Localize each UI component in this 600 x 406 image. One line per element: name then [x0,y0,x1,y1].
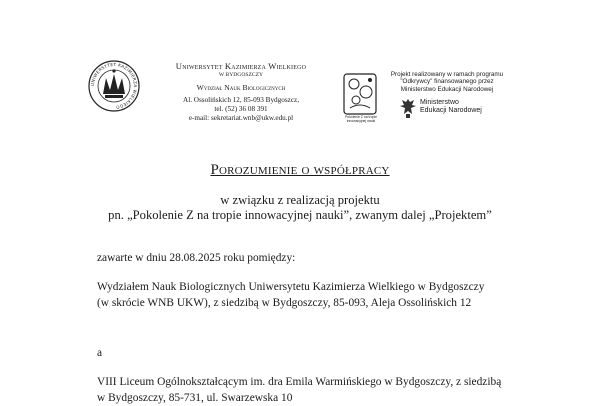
party-2 [97,375,557,406]
and-separator: a [97,346,557,362]
seal-ring-text: UNIWERSYTET KAZIMIERZA WIELKIEGO [90,62,138,110]
project-line3: Ministerstwo Edukacji Narodowej [383,86,511,93]
university-name: Uniwersytet Kazimierza Wielkiego [146,62,336,71]
project-line1: Projekt realizowany w ramach programu [383,71,511,78]
party-2-line-2: w Bydgoszczy, 85-731, ul. Swarzewska 10 [97,391,557,406]
polish-eagle-icon [398,96,418,120]
party-1-line-1: Wydziałem Nauk Biologicznych Uniwersytetu Kazimierza Wielkiego w Bydgoszczy [97,280,557,296]
document-title: Porozumienie o współpracy [0,162,600,179]
faculty-phone: tel. (52) 36 08 391 [146,105,336,114]
intro-line-2: pn. „Pokolenie Z na tropie innowacyjnej nauki”, zwanym dalej „Projektem” [0,208,600,223]
project-line2: "Odkrywcy" finansowanego przez [383,78,511,85]
project-logo-caption: Pokolenie Z na tropie innowacyjnej nauki [336,115,386,123]
university-header-text [146,62,336,123]
party-2-line-1: VIII Liceum Ogólnokształcącym im. dra Emila Warmińskiego w Bydgoszczy, z siedzibą [97,375,557,391]
project-funding-text [383,71,511,93]
university-city: W BYDGOSZCZY [146,71,336,80]
university-seal-icon [88,60,140,112]
ministry-name: Ministerstwo Edukacji Narodowej [420,99,482,115]
intro-line-1: w związku z realizacją projektu [0,193,600,208]
party-1-line-2: (w skrócie WNB UKW), z siedzibą w Bydgoszczy, 85-093, Aleja Ossolińskich 12 [97,296,557,312]
faculty-address: Al. Ossolińskich 12, 85-093 Bydgoszcz, [146,96,336,105]
faculty-name: Wydział Nauk Biologicznych [146,83,336,92]
agreement-date-line: zawarte w dniu 28.08.2025 roku pomiędzy: [97,251,557,267]
faculty-email: e-mail: sekretariat.wnb@ukw.edu.pl [146,114,336,123]
party-1 [97,280,557,311]
